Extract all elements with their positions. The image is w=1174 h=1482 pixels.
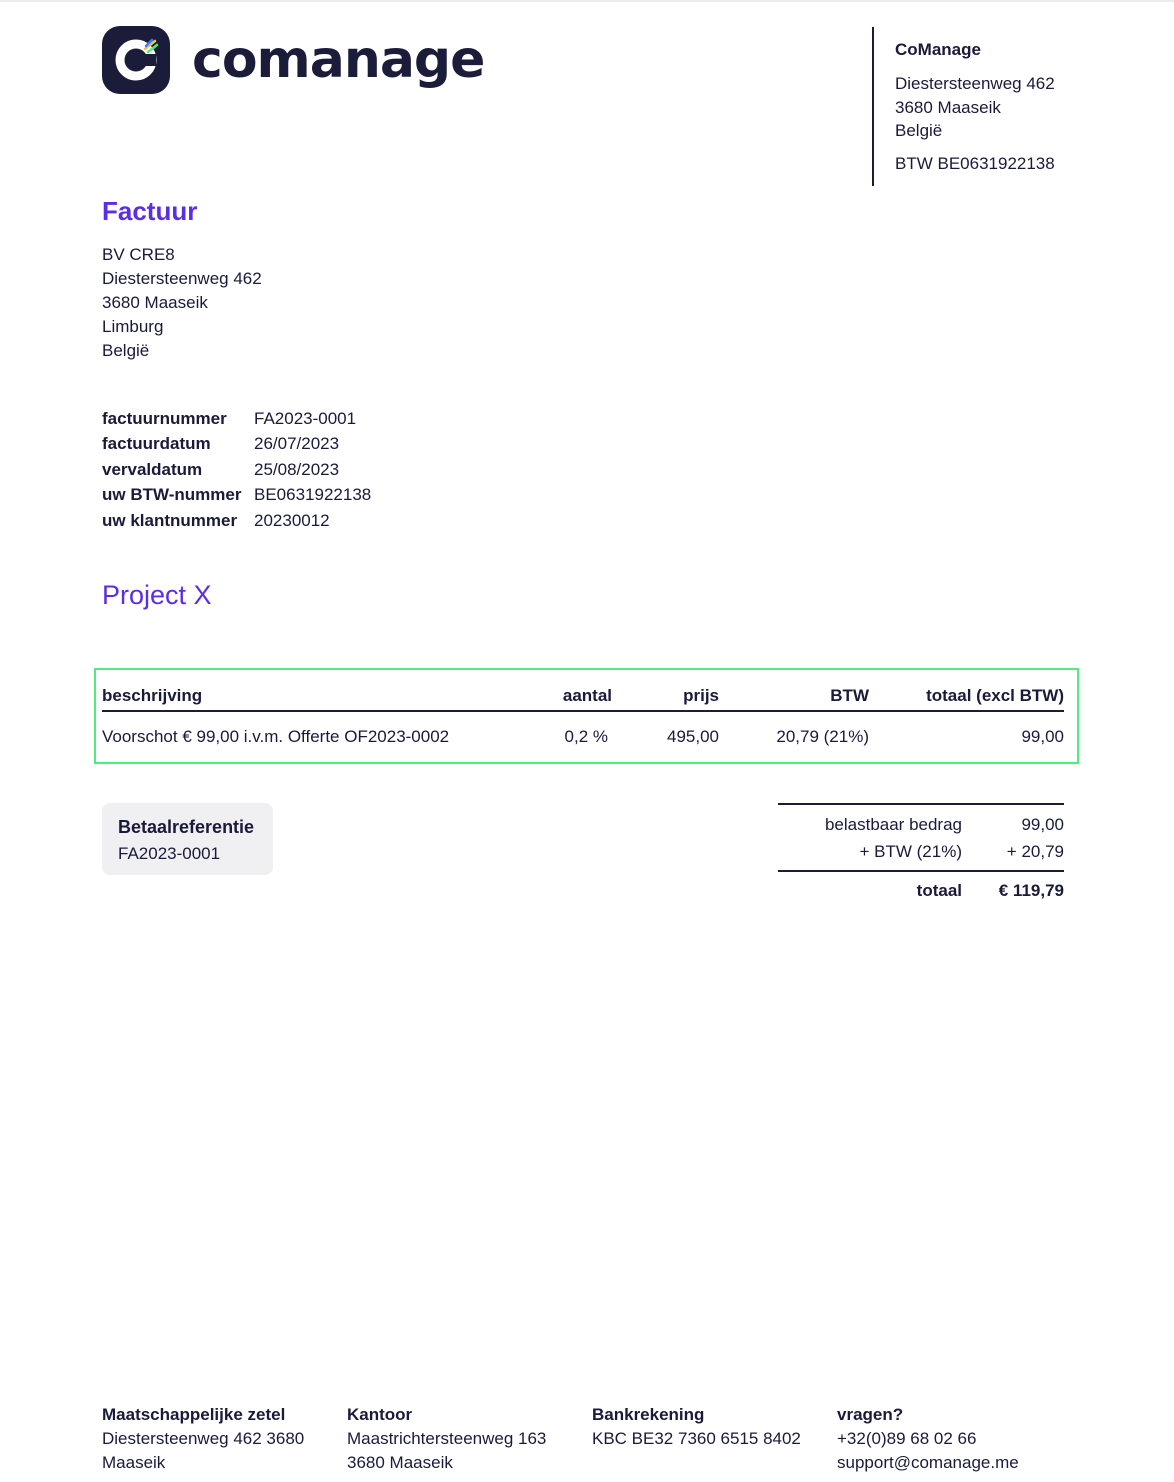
footer-email[interactable]: support@comanage.me <box>837 1453 1019 1472</box>
footer-line: 3680 Maaseik <box>347 1453 453 1472</box>
meta-row-invoice-date <box>102 432 371 458</box>
grand-total-label: totaal <box>916 880 962 900</box>
meta-row-customer-number <box>102 508 371 534</box>
meta-label: uw BTW-nummer <box>102 485 242 505</box>
row-vat: 20,79 (21%) <box>776 727 869 746</box>
client-country: België <box>102 341 150 360</box>
footer-heading: vragen? <box>837 1405 904 1424</box>
comanage-logo-icon <box>102 26 170 94</box>
payment-reference-label: Betaalreferentie <box>118 817 255 837</box>
company-vat: BTW BE0631922138 <box>895 153 1055 173</box>
meta-label: vervaldatum <box>102 459 203 479</box>
totals-row-grand <box>778 877 1064 904</box>
company-country: België <box>895 121 943 140</box>
meta-row-due-date <box>102 457 371 483</box>
row-price: 495,00 <box>667 727 719 746</box>
comanage-logo <box>102 26 484 94</box>
footer-phone[interactable]: +32(0)89 68 02 66 <box>837 1429 977 1448</box>
payment-reference-box <box>102 803 273 875</box>
company-name: CoManage <box>895 40 981 59</box>
footer-line: KBC BE32 7360 6515 8402 <box>592 1429 801 1448</box>
footer-office <box>347 1404 577 1475</box>
header-quantity: aantal <box>562 686 612 705</box>
taxable-label: belastbaar bedrag <box>824 814 962 834</box>
invoice-meta <box>102 406 371 534</box>
client-address-block <box>102 243 262 363</box>
meta-row-invoice-number <box>102 406 371 432</box>
client-name: BV CRE8 <box>102 245 175 264</box>
meta-value: FA2023-0001 <box>254 408 357 428</box>
document-title: Factuur <box>102 196 198 226</box>
payment-reference-value: FA2023-0001 <box>118 844 221 863</box>
table-row <box>102 724 1064 750</box>
totals-row-taxable <box>778 811 1064 838</box>
header-total: totaal (excl BTW) <box>926 686 1064 705</box>
meta-value: 25/08/2023 <box>254 459 340 479</box>
header-vat: BTW <box>830 686 869 705</box>
row-total: 99,00 <box>1021 727 1064 746</box>
comanage-wordmark: comanage <box>192 30 485 90</box>
footer-questions <box>837 1404 1067 1475</box>
meta-row-vat-number <box>102 483 371 509</box>
meta-label: factuurnummer <box>102 408 227 428</box>
vat-label: + BTW (21%) <box>859 841 962 861</box>
page-top-border <box>0 0 1174 2</box>
taxable-value: 99,00 <box>1021 814 1064 834</box>
grand-total-value: € 119,79 <box>998 880 1064 900</box>
client-city: 3680 Maaseik <box>102 293 208 312</box>
footer-line: Maaseik <box>102 1453 166 1472</box>
header-price: prijs <box>683 686 719 705</box>
header-description: beschrijving <box>102 686 203 705</box>
company-address <box>895 72 1112 143</box>
footer-line: Diestersteenweg 462 3680 <box>102 1429 305 1448</box>
totals-row-vat <box>778 838 1064 865</box>
project-title: Project X <box>102 580 212 610</box>
client-street: Diestersteenweg 462 <box>102 269 262 288</box>
client-province: Limburg <box>102 317 164 336</box>
meta-label: factuurdatum <box>102 434 211 454</box>
meta-value: 26/07/2023 <box>254 434 340 454</box>
company-city: 3680 Maaseik <box>895 97 1001 117</box>
row-description: Voorschot € 99,00 i.v.m. Offerte OF2023-0002 <box>102 727 450 746</box>
footer-registered-office <box>102 1404 332 1475</box>
footer-bank <box>592 1404 822 1451</box>
totals-block <box>778 803 1064 904</box>
meta-label: uw klantnummer <box>102 510 238 530</box>
company-street: Diestersteenweg 462 <box>895 74 1055 93</box>
footer-heading: Maatschappelijke zetel <box>102 1405 286 1424</box>
sender-company-block <box>872 27 1112 186</box>
footer-line: Maastrichtersteenweg 163 <box>347 1429 547 1448</box>
meta-value: 20230012 <box>254 510 330 530</box>
line-items-header <box>102 682 1064 710</box>
table-divider <box>102 710 1064 712</box>
row-quantity: 0,2 % <box>564 727 608 746</box>
footer-heading: Bankrekening <box>592 1405 705 1424</box>
meta-value: BE0631922138 <box>254 485 372 505</box>
footer-heading: Kantoor <box>347 1405 413 1424</box>
vat-value: + 20,79 <box>1006 841 1064 861</box>
